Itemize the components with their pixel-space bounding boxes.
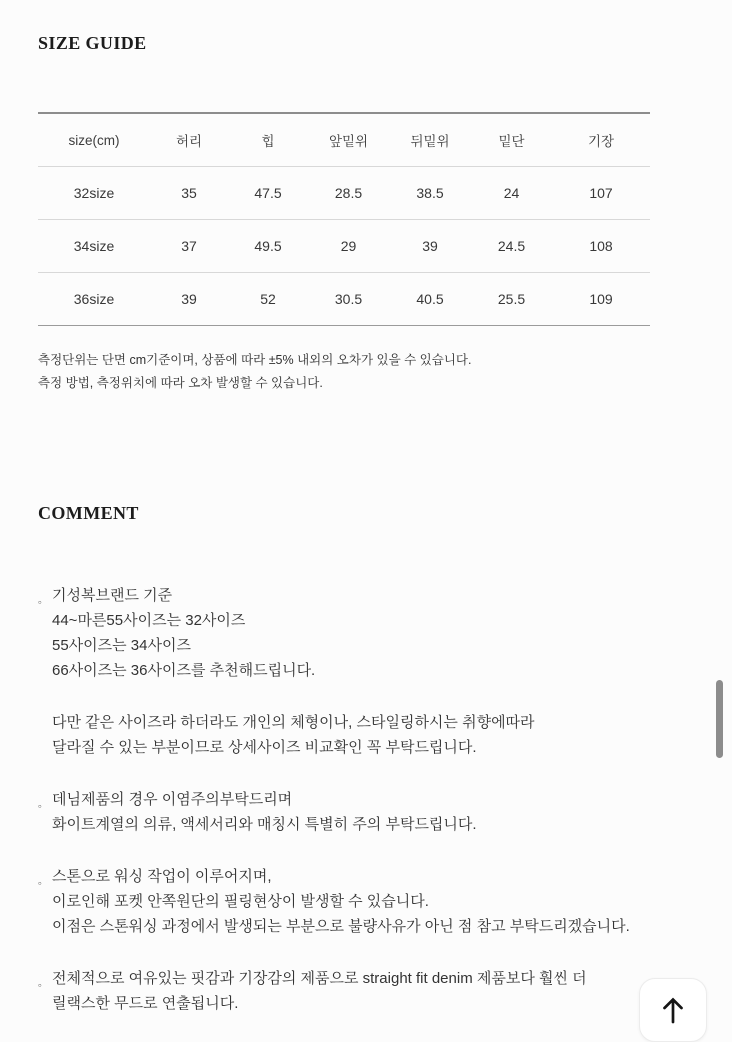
bullet-marker: 。 [38, 876, 48, 887]
bullet-marker: 。 [38, 799, 48, 810]
table-row [38, 273, 650, 326]
table-cell: 107 [589, 185, 613, 201]
comment-paragraph [38, 864, 688, 939]
comment-line: 릴랙스한 무드로 연출됩니다. [52, 995, 239, 1012]
comment-paragraph [38, 583, 688, 683]
scrollbar-thumb[interactable] [716, 680, 723, 758]
table-cell: 52 [228, 273, 308, 326]
bullet-marker [38, 710, 52, 760]
table-cell: 108 [552, 220, 650, 273]
scroll-to-top-button[interactable] [639, 978, 707, 1042]
table-cell: 39 [150, 273, 228, 326]
table-cell: 30.5 [308, 273, 389, 326]
comment-line: 달라질 수 있는 부분이므로 상세사이즈 비교확인 꼭 부탁드립니다. [52, 739, 477, 756]
table-cell: 25.5 [471, 273, 552, 326]
size-table-header-cell: 뒤밑위 [389, 113, 471, 167]
comment-line: 스톤으로 워싱 작업이 이루어지며, [52, 868, 272, 885]
table-cell: 47.5 [254, 185, 282, 201]
table-cell: 28.5 [334, 185, 363, 201]
size-table-header-cell: 앞밑위 [308, 113, 389, 167]
table-cell: 34size [38, 220, 150, 273]
comment-list [38, 583, 688, 1016]
size-table-header-cell: 기장 [552, 113, 650, 167]
size-table-header-row [38, 113, 650, 167]
comment-line: 다만 같은 사이즈라 하더라도 개인의 체형이나, 스타일링하시는 취향에따라 [52, 714, 535, 731]
table-cell: 37 [150, 220, 228, 273]
comment-paragraph-lines [52, 583, 688, 683]
bullet-marker: 。 [38, 978, 48, 989]
table-cell: 32size [73, 185, 115, 201]
comment-paragraph-lines [52, 966, 688, 1016]
table-cell: 29 [308, 220, 389, 273]
table-cell: 40.5 [389, 273, 471, 326]
comment-line: 기성복브랜드 기준 [52, 587, 173, 604]
comment-paragraph [38, 966, 688, 1016]
comment-paragraph [38, 787, 688, 837]
measure-notes [38, 349, 688, 395]
table-row [38, 220, 650, 273]
size-table-header-cell: size(cm) [38, 113, 150, 167]
table-cell: 35 [181, 185, 197, 201]
comment-line: 화이트계열의 의류, 액세서리와 매칭시 특별히 주의 부탁드립니다. [52, 816, 477, 833]
comment-line: 이로인해 포켓 안쪽원단의 필링현상이 발생할 수 있습니다. [52, 893, 429, 910]
table-cell: 36size [38, 273, 150, 326]
measure-note-line: 측정 방법, 측정위치에 따라 오차 발생할 수 있습니다. [38, 376, 323, 390]
table-cell: 109 [552, 273, 650, 326]
table-cell: 39 [389, 220, 471, 273]
comment-line: 55사이즈는 34사이즈 [52, 637, 191, 654]
table-cell: 49.5 [228, 220, 308, 273]
size-table-body [38, 167, 650, 326]
comment-title: COMMENT [38, 503, 139, 523]
size-table-header-cell: 힙 [228, 113, 308, 167]
comment-paragraph-lines [52, 864, 688, 939]
comment-paragraph [38, 710, 688, 760]
arrow-up-icon [660, 995, 686, 1025]
table-row [38, 167, 650, 220]
size-table-header-cell: 허리 [150, 113, 228, 167]
table-cell: 24.5 [471, 220, 552, 273]
comment-paragraph-lines [52, 787, 688, 837]
comment-line: 44~마른55사이즈는 32사이즈 [52, 612, 246, 629]
size-guide-table [38, 112, 650, 326]
comment-line: 66사이즈는 36사이즈를 추천해드립니다. [52, 662, 316, 679]
bullet-marker: 。 [38, 595, 48, 606]
comment-line: 전체적으로 여유있는 핏감과 기장감의 제품으로 straight fit denim 제품보다 훨씬 더 [52, 970, 587, 987]
comment-paragraph-lines [52, 710, 688, 760]
size-table-header-cell: 밑단 [471, 113, 552, 167]
size-guide-title: SIZE GUIDE [38, 33, 147, 53]
measure-note-line: 측정단위는 단면 cm기준이며, 상품에 따라 ±5% 내외의 오차가 있을 수 있습니다. [38, 353, 472, 367]
table-cell: 24 [503, 185, 520, 201]
comment-line: 이점은 스톤워싱 과정에서 발생되는 부분으로 불량사유가 아닌 점 참고 부탁드리겠습니다. [52, 918, 630, 935]
table-cell: 38.5 [416, 185, 444, 201]
comment-line: 데님제품의 경우 이염주의부탁드리며 [52, 791, 293, 808]
